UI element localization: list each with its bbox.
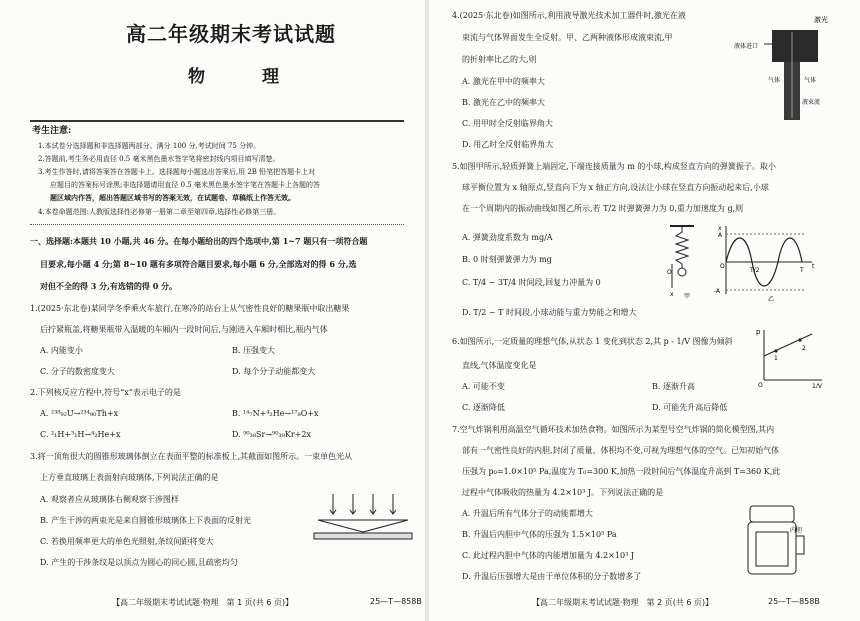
question-stem: 球平衡位置为 x 轴原点,竖直向下为 x 轴正方向,设法让小球在竖直方向振动起来后,小球 (462, 183, 769, 192)
option-b[interactable]: B. ¹⁴₇N+⁴₂He→¹⁷₈O+x (232, 409, 319, 418)
option-a[interactable]: A. 可能不变 (462, 382, 505, 391)
option-a[interactable]: A. ²³⁸₉₂U→²³⁴₉₀Th+x (40, 409, 119, 418)
fig-label-inlet: 液体进口 (734, 43, 759, 50)
page-code: 25—T—858B (768, 597, 820, 606)
option-a[interactable]: A. 观察者应从玻璃体右侧观察干涉图样 (40, 495, 179, 504)
option-d[interactable]: D. ⁹⁰₃₈Sr→⁹⁰₃₉Kr+2x (232, 430, 311, 439)
notice-line: 2.答题前,考生务必用直径 0.5 毫米黑色墨水签字笔将密封线内项目填写清楚。 (38, 155, 280, 163)
question-stem: 5.如图甲所示,轻质弹簧上端固定,下端连接质量为 m 的小球,构成竖直方向的弹簧振子。取小 (452, 162, 776, 171)
question-stem: 束流与气体界面发生全反射。甲、乙两种液体形成液束流,甲 (462, 33, 673, 42)
option-c[interactable]: C. 此过程内胆中气体的内能增加量为 4.2×10³ J (462, 551, 635, 560)
page-code: 25—T—858B (370, 597, 422, 606)
option-d[interactable]: D. 可能先升高后降低 (652, 403, 728, 412)
svg-text:A: A (718, 232, 723, 239)
question-stem: 的折射率比乙的大,则 (462, 55, 537, 64)
divider-top (30, 120, 404, 122)
svg-text:O: O (720, 263, 725, 270)
option-b[interactable]: B. 压强变大 (232, 346, 275, 355)
svg-text:T: T (800, 267, 804, 274)
question-stem: 6.如图所示,一定质量的理想气体,从状态 1 变化到状态 2,其 p - 1/V 图像为倾斜 (452, 337, 733, 346)
svg-text:x: x (670, 291, 674, 298)
question-stem: 部有一气密性良好的内胆,封闭了质量、体积均不变,可视为理想气体的空气。已知初始气体 (462, 446, 780, 455)
question-stem: 直线,气体温度变化是 (462, 361, 537, 370)
question-stem: 在一个周期内的振动曲线如图乙所示,若 T/2 时弹簧弹力为 0,重力加速度为 g,则 (462, 204, 744, 213)
option-c[interactable]: C. ²₁H+³₁H→⁴₂He+x (40, 430, 121, 439)
page-gutter (425, 0, 429, 621)
svg-text:1/V: 1/V (812, 383, 822, 388)
fig-label-gas: 气体 (768, 77, 781, 84)
question-stem: 压强为 p₀=1.0×10⁵ Pa,温度为 T₀=300 K,加热一段时间后气体温度升高到 T=360 K,此 (462, 467, 781, 476)
notice-heading: 考生注意: (32, 126, 72, 136)
option-d[interactable]: D. T/2 ~ T 时间段,小球动能与重力势能之和增大 (462, 308, 637, 317)
subject-title: 物 理 (188, 67, 299, 87)
fig-label-gas: 气体 (804, 77, 817, 84)
option-b[interactable]: B. 升温后内胆中气体的压强为 1.5×10⁵ Pa (462, 530, 617, 539)
question-stem: 4.(2025·东北卷)如图所示,利用液导激光技术加工器件时,激光在液 (452, 11, 686, 20)
option-d[interactable]: D. 用乙时全反射临界角大 (462, 140, 554, 149)
section-instruction: 一、选择题:本题共 10 小题,共 46 分。在每小题给出的四个选项中,第 1~7 题只有一项符合题 (30, 236, 368, 246)
question-stem: 1.(2025·东北卷)某同学冬季乘火车旅行,在寒冷的站台上从气密性良好的糖果瓶中取出糖果 (30, 304, 350, 313)
question-stem: 后拧紧瓶盖,将糖果瓶带入温暖的车厢内一段时间后,与刚进入车厢时相比,瓶内气体 (40, 325, 328, 334)
option-c[interactable]: C. 逐渐降低 (462, 403, 505, 412)
notice-line: 1.本试卷分选择题和非选择题两部分。满分 100 分,考试时间 75 分钟。 (38, 142, 261, 150)
svg-text:T/2: T/2 (750, 267, 760, 274)
option-c[interactable]: C. 分子的数密度变大 (40, 367, 115, 376)
option-c[interactable]: C. 若换用频率更大的单色光照射,条纹间距将变大 (40, 537, 214, 546)
notice-line: 题区域内作答，超出答题区域书写的答案无效，在试题卷、草稿纸上作答无效。 (50, 193, 295, 202)
fig-label-jia: 甲 (684, 293, 691, 300)
page-footer: 【高二年级期末考试试题·物理 第 1 页(共 6 页)】 (112, 598, 294, 607)
option-d[interactable]: D. 每个分子动能都变大 (232, 367, 316, 376)
section-instruction: 目要求,每小题 4 分;第 8~10 题有多项符合题目要求,每小题 6 分,全部选对的得 6 分,选 (40, 259, 357, 269)
divider-notice (30, 224, 404, 225)
air-fryer-figure (742, 502, 818, 582)
exam-title: 高二年级期末考试试题 (126, 22, 336, 46)
option-b[interactable]: B. 逐渐升高 (652, 382, 695, 391)
option-b[interactable]: B. 0 时刻弹簧弹力为 mg (462, 255, 552, 264)
option-c[interactable]: C. 用甲时全反射临界角大 (462, 119, 553, 128)
option-a[interactable]: A. 激光在甲中的频率大 (462, 77, 545, 86)
svg-text:x: x (718, 225, 722, 232)
notice-line: 应题目的答案标号涂黑;非选择题请用直径 0.5 毫米黑色墨水签字笔在答题卡上各题的答 (50, 181, 320, 189)
section-instruction: 对但不全的得 3 分,有选错的得 0 分。 (40, 281, 178, 291)
cone-interference-figure (308, 492, 418, 550)
laser-liquid-figure (734, 12, 834, 122)
fig-label-laser: 激光 (814, 16, 828, 24)
notice-line: 4.本卷命题范围:人教版选择性必修第一册第二章至第四章,选择性必修第三册。 (38, 208, 281, 216)
notice-line: 3.考生作答时,请将答案答在答题卡上。选择题每小题选出答案后,用 2B 铅笔把答题卡上对 (38, 168, 316, 176)
fig-label-inner: 内胆 (790, 527, 803, 534)
question-stem: 3.将一顶角很大的圆锥形玻璃体倒立在表面平整的标准板上,其截面如图所示。一束单色光从 (30, 452, 353, 461)
spring-figure (664, 222, 700, 300)
question-stem: 7.空气炸锅利用高温空气循环技术加热食物。如图所示为某型号空气炸锅的简化模型图,其内 (452, 425, 775, 434)
svg-text:O: O (758, 382, 763, 388)
svg-text:t: t (812, 263, 815, 270)
option-a[interactable]: A. 弹簧劲度系数为 mg/A (462, 233, 553, 242)
option-b[interactable]: B. 激光在乙中的频率大 (462, 98, 545, 107)
fig-label-yi: 乙 (768, 296, 775, 302)
option-b[interactable]: B. 产生干涉的两束光是来自圆锥形玻璃体上下表面的反射光 (40, 516, 251, 525)
oscillation-graph (714, 222, 818, 302)
question-stem: 2.下列核反应方程中,符号“x”表示电子的是 (30, 388, 181, 397)
svg-text:p: p (756, 328, 761, 336)
option-a[interactable]: A. 内能变小 (40, 346, 83, 355)
option-d[interactable]: D. 产生的干涉条纹是以顶点为圆心的同心圆,且疏密均匀 (40, 558, 238, 567)
question-stem: 上方垂直玻璃上表面射向玻璃体,下列说法正确的是 (40, 473, 219, 482)
svg-text:1: 1 (774, 355, 778, 362)
svg-text:O: O (667, 269, 672, 276)
fig-label-stream: 液束流 (802, 99, 821, 106)
svg-text:2: 2 (802, 345, 806, 352)
p-v-graph (756, 326, 828, 388)
page-footer: 【高二年级期末考试试题·物理 第 2 页(共 6 页)】 (532, 598, 714, 607)
option-d[interactable]: D. 升温后压强增大是由于单位体积的分子数增多了 (462, 572, 642, 581)
option-c[interactable]: C. T/4 ~ 3T/4 时间段,回复力冲量为 0 (462, 278, 601, 287)
question-stem: 过程中气体吸收的热量为 4.2×10³ J。下列说法正确的是 (462, 488, 664, 497)
svg-text:-A: -A (714, 288, 721, 295)
option-a[interactable]: A. 升温后所有气体分子的动能都增大 (462, 509, 593, 518)
